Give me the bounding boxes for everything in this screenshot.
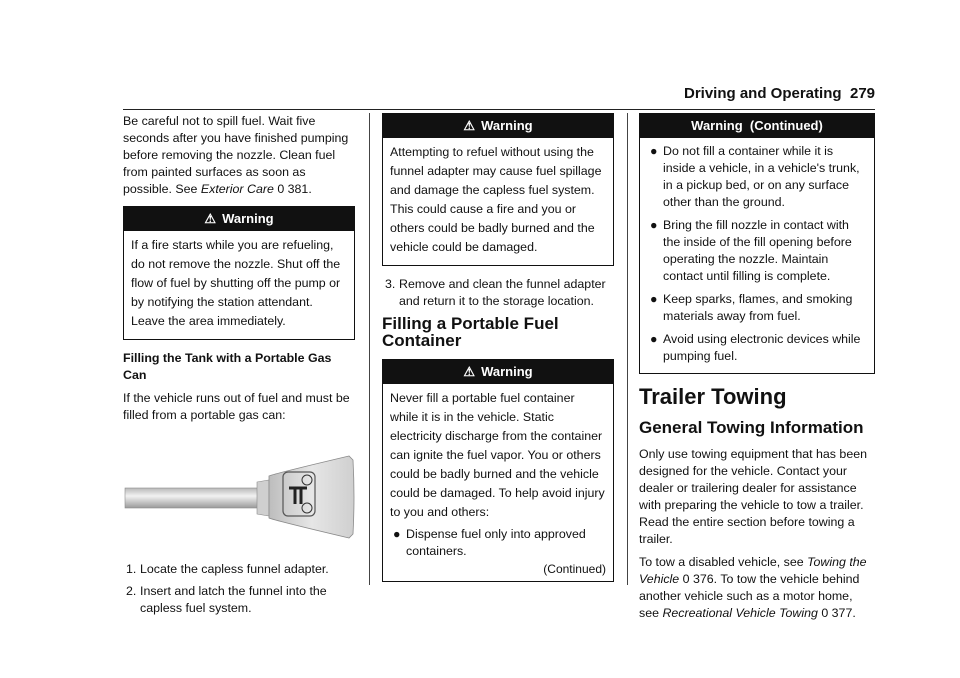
warning-label: Warning xyxy=(481,118,533,133)
column-divider-left xyxy=(369,113,370,585)
towing-page-2: 0 377. xyxy=(821,606,856,620)
chapter-heading-trailer-towing: Trailer Towing xyxy=(639,384,787,409)
towing-text-a: To tow a disabled vehicle, see xyxy=(639,555,804,569)
bullet-icon: ● xyxy=(650,218,658,232)
warning-bullet xyxy=(390,526,606,560)
towing-paragraph-2 xyxy=(639,554,875,622)
warning-triangle-icon: ⚠ xyxy=(463,364,476,379)
warning-label: Warning xyxy=(222,211,274,226)
bullet-text: Avoid using electronic devices while pumping fuel. xyxy=(663,332,861,363)
continued-label: (Continued) xyxy=(543,562,606,576)
warning-header: Warning (Continued) xyxy=(640,114,874,138)
portable-gas-can-paragraph: If the vehicle runs out of fuel and must be filled from a portable gas can: xyxy=(123,391,350,422)
towing-page-1: 0 376. xyxy=(682,572,718,586)
running-header-title: Driving and Operating xyxy=(684,85,842,102)
warning-body xyxy=(640,138,874,373)
step-number: 2. xyxy=(126,584,137,598)
warning-label: Warning xyxy=(481,364,533,379)
column-3 xyxy=(639,113,875,628)
bullet-icon: ● xyxy=(393,527,401,541)
bullet-icon: ● xyxy=(650,292,658,306)
step-text: Locate the capless funnel adapter. xyxy=(140,562,329,576)
warning-bullet xyxy=(647,331,867,365)
column-2 xyxy=(382,113,614,592)
warning-header xyxy=(383,360,613,384)
warning-header xyxy=(124,207,354,231)
towing-paragraph-1: Only use towing equipment that has been designed for the vehicle. Contact your dealer or trailering dealer for assistance with preparing the vehicle to tow a trailer. Read the entire section before towing a trailer. xyxy=(639,447,867,546)
warning-bullet xyxy=(647,143,867,211)
section-heading-general-towing: General Towing Information xyxy=(639,418,864,437)
step-3 xyxy=(382,276,614,310)
warning-box-continued xyxy=(639,113,875,374)
warning-body-text: Never fill a portable fuel container while it is in the vehicle. Static electricity discharge from the container can ignite the fuel vapor. You or others could be badly burned and the vehicle could be damaged. To help avoid injury to you and others: xyxy=(390,391,605,519)
warning-box-funnel-adapter xyxy=(382,113,614,266)
step-number: 3. xyxy=(385,277,396,291)
exterior-care-page: 0 381. xyxy=(277,182,312,196)
section-heading-portable-fuel-container: Filling a Portable Fuel Container xyxy=(382,314,559,350)
step-1 xyxy=(123,561,355,578)
towing-the-vehicle-link[interactable]: Towing the Vehicle xyxy=(639,555,867,586)
intro-text: Be careful not to spill fuel. Wait five seconds after you have finished pumping before removing the nozzle. Clean fuel from painted surfaces as soon as possible. See xyxy=(123,114,349,196)
warning-box-portable-container xyxy=(382,359,614,582)
header-rule xyxy=(123,109,875,110)
warning-triangle-icon: ⚠ xyxy=(204,211,217,226)
column-1 xyxy=(123,113,355,622)
warning-bullet xyxy=(647,217,867,285)
page-number: 279 xyxy=(850,85,876,102)
column-divider-right xyxy=(627,113,628,585)
step-text: Remove and clean the funnel adapter and return it to the storage location. xyxy=(399,277,606,308)
bullet-text: Bring the fill nozzle in contact with the inside of the fill opening before operating the nozzle. Maintain contact until filling is complete. xyxy=(663,218,852,283)
portable-gas-can-subhead: Filling the Tank with a Portable Gas Can xyxy=(123,351,332,382)
warning-body: If a fire starts while you are refueling, do not remove the nozzle. Shut off the flow of fuel by shutting off the pump or by notifying the station attendant. Leave the area immediately. xyxy=(131,238,341,328)
capless-funnel-adapter-illustration xyxy=(123,454,355,540)
bullet-icon: ● xyxy=(650,144,658,158)
bullet-text: Keep sparks, flames, and smoking materials away from fuel. xyxy=(663,292,853,323)
step-text: Insert and latch the funnel into the capless fuel system. xyxy=(140,584,327,615)
step-number: 1. xyxy=(126,562,137,576)
recreational-towing-link[interactable]: Recreational Vehicle Towing xyxy=(662,606,818,620)
step-2 xyxy=(123,583,355,617)
exterior-care-link[interactable]: Exterior Care xyxy=(200,182,274,196)
warning-header xyxy=(383,114,613,138)
warning-body xyxy=(383,384,613,581)
bullet-text: Do not fill a container while it is inside a vehicle, in a vehicle's trunk, in a pickup bed, or on any surface other than the ground. xyxy=(663,144,860,209)
bullet-text: Dispense fuel only into approved containers. xyxy=(406,527,586,558)
warning-body: Attempting to refuel without using the funnel adapter may cause fuel spillage and damage the capless fuel system. This could cause a fire and you or others could be badly burned and the vehicle could be damaged. xyxy=(390,145,602,254)
warning-box-refueling-fire xyxy=(123,206,355,340)
bullet-icon: ● xyxy=(650,332,658,346)
warning-triangle-icon: ⚠ xyxy=(463,118,476,133)
towing-text-b: To tow the vehicle behind another vehicle such as a motor home, see xyxy=(639,572,860,620)
warning-bullet xyxy=(647,291,867,325)
intro-paragraph xyxy=(123,113,355,198)
